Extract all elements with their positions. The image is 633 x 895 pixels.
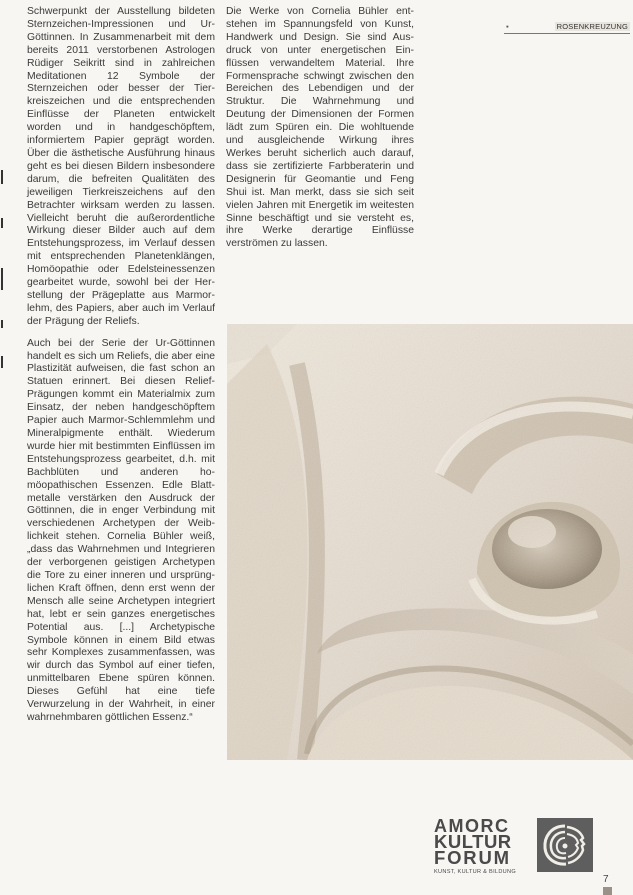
text-column-right (226, 6, 414, 260)
amorc-kulturforum-logo (434, 818, 594, 886)
section-header (504, 22, 630, 34)
page-number: 7 (603, 874, 609, 885)
text-column-left (27, 6, 215, 734)
paragraph-goddesses: Auch bei der Serie der Ur-Göttinnen handelt es sich um Reliefs, die aber eine Plastizität aufweisen, die fast schon an Statuen erinnert. Bei diesen Relief-Prägungen kommt ein Materialmix zum Einsatz, der neben handgeschöpftem Papier auch Marmor-Schlemmlehm und Mineralpigmente enthält. Wiederum wurde hier mit bestimmten Einflüssen im Entstehungsprozess gearbeitet, d.h. mit Bachblüten und anderen homöopathischen Essenzen. Edle Blattmetalle verstärken den Ausdruck der Göttinnen, die in enger Verbindung mit verschiedenen Archetypen der Weiblichkeit stehen. Cornelia Bühler weiß, „dass das Wahrnehmen und Integrieren der verborgenen geistigen Archetypen die Tore zu einer inneren und ursprünglichen Kraft öffnen, denn erst wenn der Mensch alle seine Archetypen integriert hat, lebt er sein ganzes energetisches Potential aus. [...] Archetypische Symbole können in einem Bild etwas sehr Komplexes zusammenfassen, was wir durch das Symbol auf einer tiefen, unmittelbaren Ebene spüren können. Dieses Gefühl hat eine tiefe Verwurzelung in der Wahrheit, in einer wahrnehmbaren göttlichen Essenz.“ (27, 337, 215, 723)
header-dash: ▪ (506, 22, 509, 31)
logo-line-amorc: AMORC (434, 816, 510, 836)
logo-tagline: KUNST, KULTUR & BILDUNG (434, 869, 517, 875)
logo-line-kultur: KULTUR (434, 831, 512, 852)
paragraph-works: Die Werke von Cornelia Bühler entstehen im Spannungsfeld von Kunst, Handwerk und Design. Sie sind Ausdruck von unter energetischen Einflüssen verwandeltem Material. Ihre Formensprache schwingt zwischen den Bereichen des Lebendigen und der Struktur. Die Wahrnehmung und Deutung der Dimensionen der Formen lädt zum Spüren ein. Die wohltuende und ausgleichende Wirkung ihres Werkes beruht sicherlich auch darauf, dass sie zertifizierte Farbberaterin und Designerin für Geomantie und Feng Shui ist. Man merkt, dass sie sich seit vielen Jahren mit Energetik im weitesten Sinne beschäftigt und sie versteht es, ihre Werke derartige Einflüsse verströmen zu lassen. (226, 6, 414, 250)
relief-image (227, 324, 633, 760)
logo-line-forum: FORUM (434, 847, 511, 868)
scan-margin-marks (0, 170, 6, 470)
section-label: ROSENKREUZUNG (556, 22, 628, 31)
amorc-spiral-faces-icon (537, 818, 593, 872)
logo-wordmark (434, 818, 538, 875)
relief-photo (227, 324, 633, 760)
page-corner-mark (603, 887, 612, 895)
paragraph-zodiac: Schwerpunkt der Ausstellung bildeten Sternzeichen-Impressionen und Ur-Göttinnen. In Zusammenarbeit mit dem bereits 2011 verstorbenen Astrologen Rüdiger Seikritt sind in zahlreichen Meditationen 12 Symbole der Sternzeichen oder besser der Tierkreiszeichen und die entsprechenden Einflüsse der Planeten entwickelt worden und in handgeschöpftem, informiertem Papier geprägt worden. Über die ästhetische Ausführung hinaus geht es bei diesen Bildern insbesondere darum, die befreiten Qualitäten des jeweiligen Tierkreiszeichens auf den Betrachter wirksam werden zu lassen. Vielleicht beruht die außerordentliche Wirkung dieser Bilder auch auf dem Entstehungsprozess, im Verlauf dessen mit entsprechenden Planetenklängen, Homöopathie oder Edelsteinessenzen gearbeitet wurde, sowohl bei der Herstellung der Prägeplatte aus Marmorlehm, des Papiers, aber auch im Verlauf der Prägung der Reliefs. (27, 6, 215, 327)
